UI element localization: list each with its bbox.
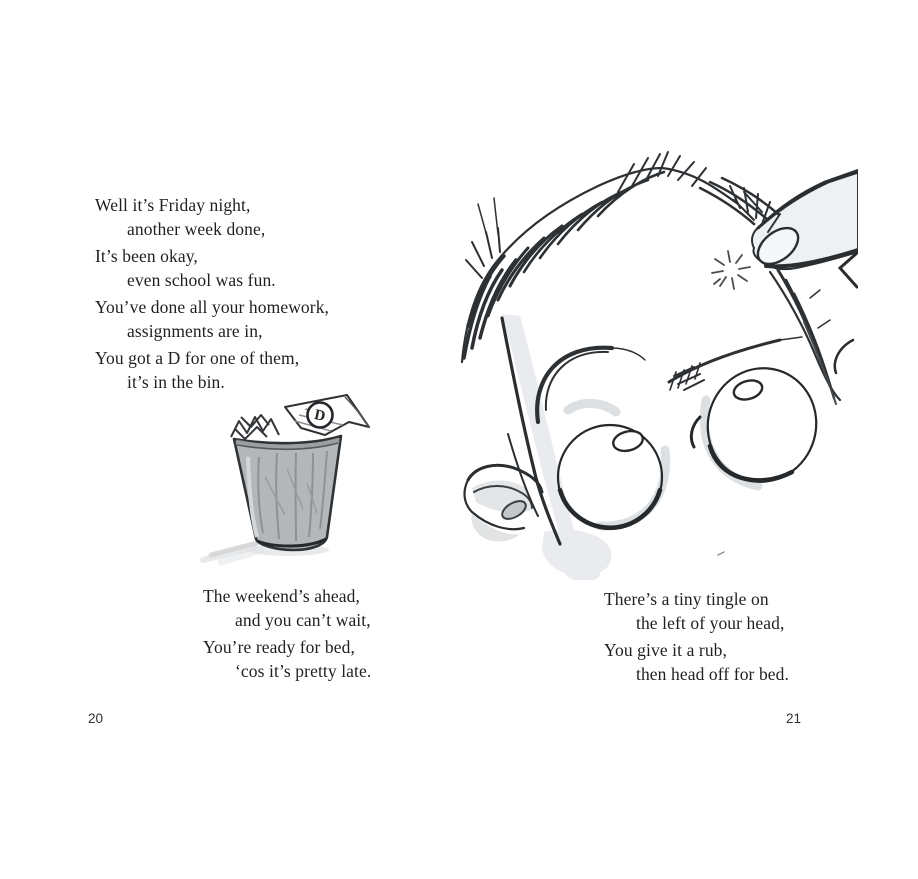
poem-line: the left of your head, bbox=[636, 612, 785, 633]
left-page-poem-bottom bbox=[203, 585, 371, 687]
stanza bbox=[95, 194, 329, 241]
boy-head-icon bbox=[448, 148, 858, 580]
stanza bbox=[203, 585, 371, 632]
left-brow-lid bbox=[537, 348, 645, 422]
ear bbox=[465, 465, 542, 541]
poem-line: another week done, bbox=[127, 218, 266, 239]
crumpled-paper bbox=[231, 415, 279, 439]
page-number-right: 21 bbox=[786, 711, 802, 726]
poem-line: assignments are in, bbox=[127, 320, 263, 341]
stanza bbox=[203, 636, 371, 683]
poem-line: You’re ready for bed, bbox=[203, 637, 355, 657]
poem-line: ‘cos it’s pretty late. bbox=[235, 660, 372, 681]
hand-edge-marks bbox=[835, 253, 857, 373]
tingle-starburst bbox=[712, 251, 750, 289]
chin-stray-mark bbox=[718, 552, 724, 555]
waste-bin-icon bbox=[199, 393, 385, 569]
bin-shadow bbox=[203, 543, 261, 562]
right-page-poem bbox=[604, 588, 789, 690]
left-page-poem-top bbox=[95, 194, 329, 398]
stanza bbox=[95, 296, 329, 343]
poem-line: You give it a rub, bbox=[604, 640, 728, 660]
stanza bbox=[604, 588, 789, 635]
bin-body bbox=[234, 436, 341, 550]
eye-shadows bbox=[568, 400, 758, 526]
waste-bin-illustration bbox=[199, 393, 385, 569]
stanza bbox=[95, 245, 329, 292]
stanza bbox=[604, 639, 789, 686]
poem-line: and you can’t wait, bbox=[235, 609, 371, 630]
grade-letter: D bbox=[312, 407, 327, 425]
poem-line: even school was fun. bbox=[127, 269, 276, 290]
left-eye bbox=[558, 425, 662, 529]
poem-line: it’s in the bin. bbox=[127, 371, 225, 392]
poem-line: The weekend’s ahead, bbox=[203, 586, 360, 606]
poem-line: There’s a tiny tingle on bbox=[604, 589, 769, 609]
left-pupil bbox=[611, 428, 645, 454]
poem-line: You’ve done all your homework, bbox=[95, 297, 330, 317]
right-eye bbox=[691, 355, 829, 494]
poem-line: You got a D for one of them, bbox=[95, 348, 300, 368]
boy-head-illustration bbox=[448, 148, 858, 580]
poem-line: then head off for bed. bbox=[636, 663, 790, 684]
right-pupil bbox=[732, 377, 765, 402]
right-eyebrow bbox=[669, 337, 802, 390]
poem-line: Well it’s Friday night, bbox=[95, 195, 251, 215]
stanza bbox=[95, 347, 329, 394]
graded-paper bbox=[285, 395, 369, 435]
page-number-left: 20 bbox=[88, 711, 104, 726]
poem-line: It’s been okay, bbox=[95, 246, 198, 266]
